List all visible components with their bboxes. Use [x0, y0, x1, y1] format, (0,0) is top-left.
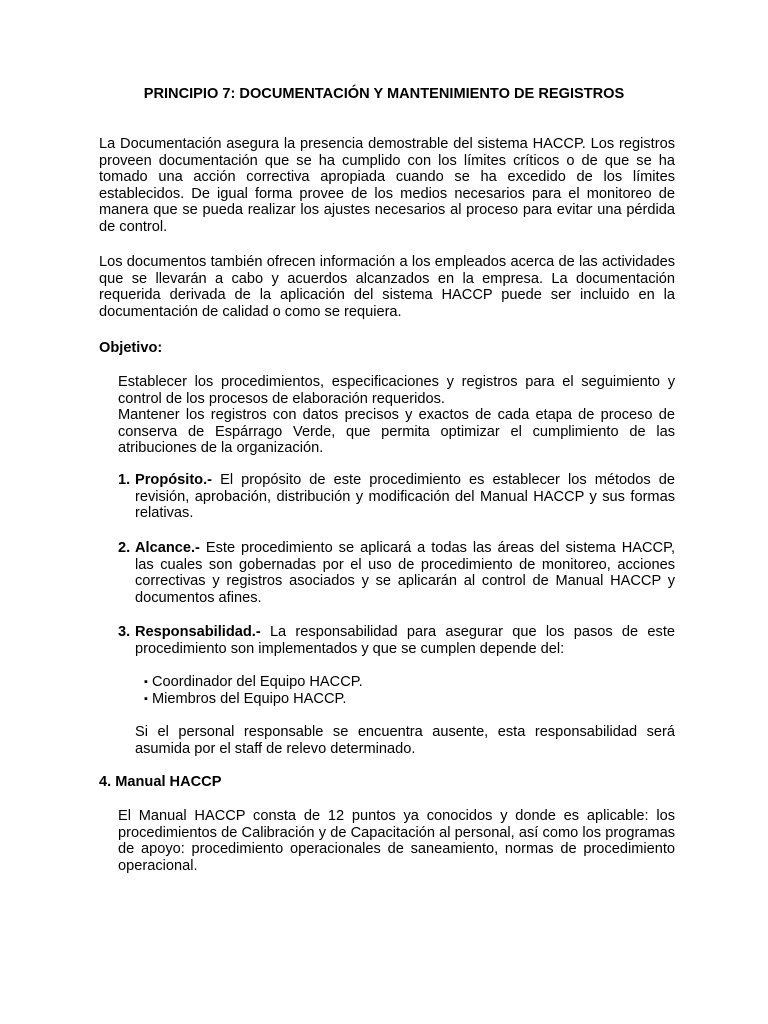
list-item: [144, 691, 674, 708]
item-responsabilidad: [118, 624, 675, 657]
responsibles-list: [144, 674, 674, 707]
item-label: Propósito.-: [135, 472, 213, 488]
section-4-heading: 4. Manual HACCP: [99, 774, 222, 790]
square-bullet-icon: ▪: [144, 692, 148, 705]
item-text: La responsabilidad para asegurar que los pasos de este procedimiento son implementados y que se cumplen depende del:: [135, 624, 675, 657]
objective-line-1: Establecer los procedimientos, especificaciones y registros para el seguimiento y control de los procesos de elaboración requeridos.: [118, 374, 675, 407]
item-number: 3.: [118, 624, 131, 640]
item-proposito: [118, 472, 675, 522]
documents-paragraph: Los documentos también ofrecen información a los empleados acerca de las actividades que se llevarán a cabo y acuerdos alcanzados en la empresa. La documentación requerida derivada de la aplicación del sistema HACCP puede ser incluido en la documentación de calidad o como se requiera.: [99, 254, 675, 320]
objective-line-2: Mantener los registros con datos precisos y exactos de cada etapa de proceso de conserva de Espárrago Verde, que permita optimizar el cumplimiento de las atribuciones de la organización.: [118, 407, 675, 457]
item-number: 1.: [118, 472, 131, 488]
objective-body: [118, 374, 675, 457]
item-text: Este procedimiento se aplicará a todas las áreas del sistema HACCP, las cuales son gobernadas por el uso de procedimiento de monitoreo, acciones correctivas y registros asociados y se aplicarán al control de Manual HACCP y documentos afines.: [135, 540, 675, 606]
page-title: PRINCIPIO 7: DOCUMENTACIÓN Y MANTENIMIENTO DE REGISTROS: [143, 86, 625, 102]
item-label: Responsabilidad.-: [135, 624, 261, 640]
item-text: El propósito de este procedimiento es establecer los métodos de revisión, aprobación, distribución y modificación del Manual HACCP y sus formas relativas.: [135, 472, 675, 522]
intro-paragraph: La Documentación asegura la presencia demostrable del sistema HACCP. Los registros proveen documentación que se ha cumplido con los límites críticos o de que se ha tomado una acción correctiva apropiada cuando se ha excedido de los límites establecidos. De igual forma provee de los medios necesarios para el monitoreo de manera que se pueda realizar los ajustes necesarios al proceso para evitar una pérdida de control.: [99, 136, 675, 235]
item-number: 2.: [118, 540, 131, 556]
list-item: [144, 674, 674, 691]
item-alcance: [118, 540, 675, 606]
list-item-text: Coordinador del Equipo HACCP.: [152, 674, 363, 690]
list-item-text: Miembros del Equipo HACCP.: [152, 690, 347, 707]
objective-heading: Objetivo:: [99, 340, 163, 356]
item-label: Alcance.-: [135, 540, 200, 556]
responsibility-note: Si el personal responsable se encuentra ausente, esta responsabilidad será asumida por el staff de relevo determinado.: [135, 724, 675, 757]
square-bullet-icon: ▪: [144, 676, 148, 688]
section-4-body: El Manual HACCP consta de 12 puntos ya conocidos y donde es aplicable: los procedimientos de Calibración y de Capacitación al personal, así como los programas de apoyo: procedimiento operacionales de saneamiento, normas de procedimiento operacional.: [118, 808, 675, 874]
